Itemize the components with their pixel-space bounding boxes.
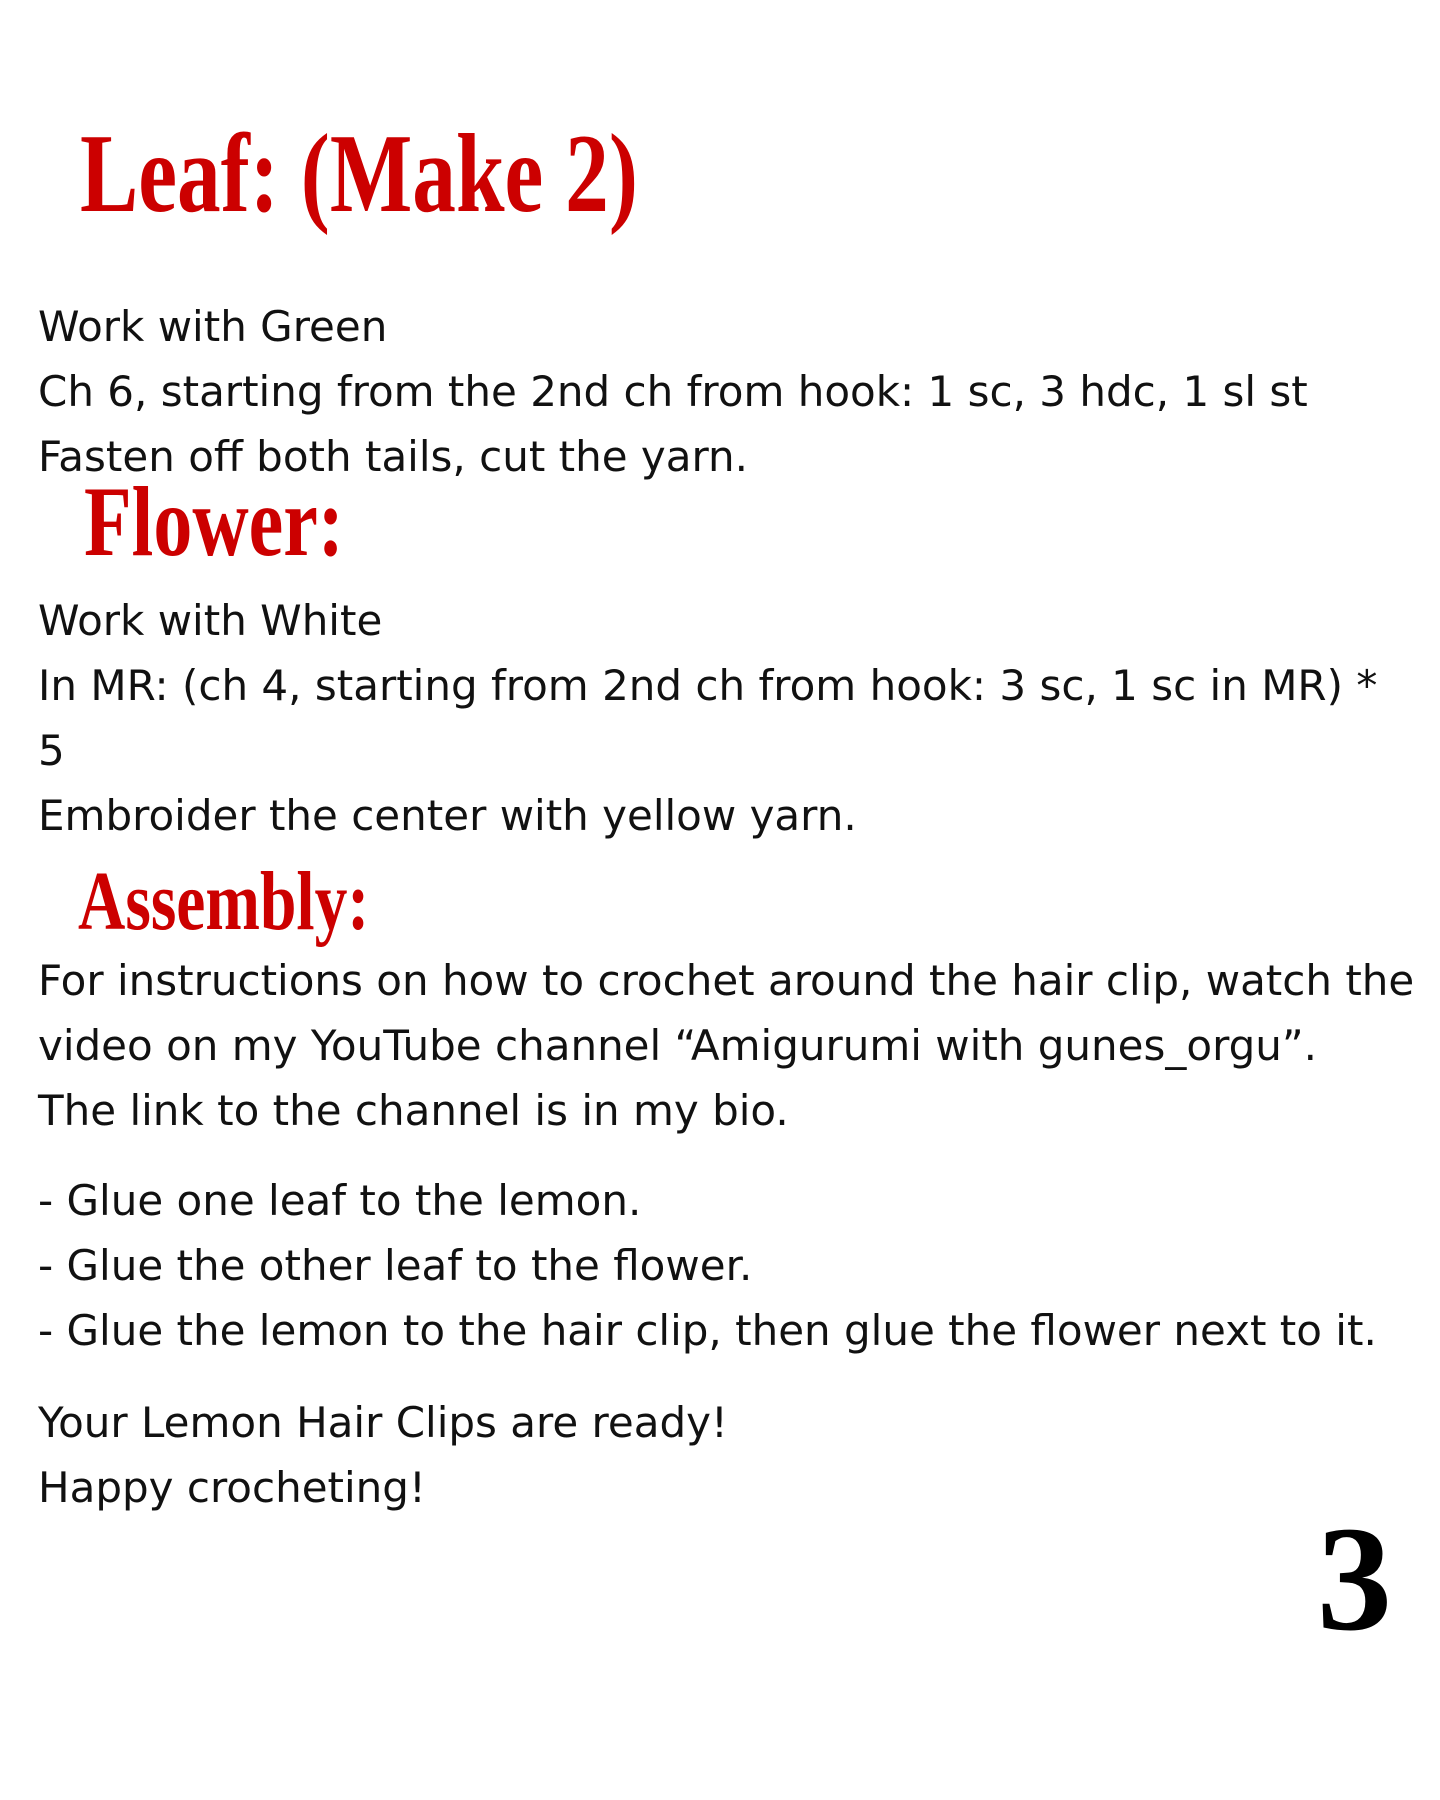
leaf-heading: Leaf: (Make 2) [80, 112, 638, 236]
leaf-line: Ch 6, starting from the 2nd ch from hook: 1 sc, 3 hdc, 1 sl st [38, 367, 1308, 416]
flower-heading: Flower: [84, 466, 344, 577]
closing-line: Your Lemon Hair Clips are ready! [38, 1398, 728, 1447]
closing-line: Happy crocheting! [38, 1463, 426, 1512]
leaf-line: Fasten off both tails, cut the yarn. [38, 432, 749, 481]
assembly-intro-line: For instructions on how to crochet around the hair clip, watch the [38, 956, 1415, 1005]
flower-line: Embroider the center with yellow yarn. [38, 791, 857, 840]
leaf-instructions [38, 294, 1408, 489]
assembly-step: - Glue one leaf to the lemon. [38, 1176, 642, 1225]
closing-message [38, 1390, 1408, 1520]
assembly-step: - Glue the other leaf to the flower. [38, 1241, 753, 1290]
assembly-step: - Glue the lemon to the hair clip, then glue the flower next to it. [38, 1306, 1377, 1355]
assembly-intro [38, 948, 1415, 1143]
flower-line: In MR: (ch 4, starting from 2nd ch from hook: 3 sc, 1 sc in MR) * 5 [38, 661, 1378, 775]
assembly-heading: Assembly: [78, 855, 370, 948]
leaf-line: Work with Green [38, 302, 388, 351]
assembly-intro-line: video on my YouTube channel “Amigurumi with gunes_orgu”. [38, 1021, 1317, 1070]
assembly-steps [38, 1168, 1408, 1363]
flower-instructions [38, 588, 1408, 848]
page-number: 3 [1317, 1496, 1392, 1662]
flower-line: Work with White [38, 596, 383, 645]
assembly-intro-line: The link to the channel is in my bio. [38, 1086, 789, 1135]
